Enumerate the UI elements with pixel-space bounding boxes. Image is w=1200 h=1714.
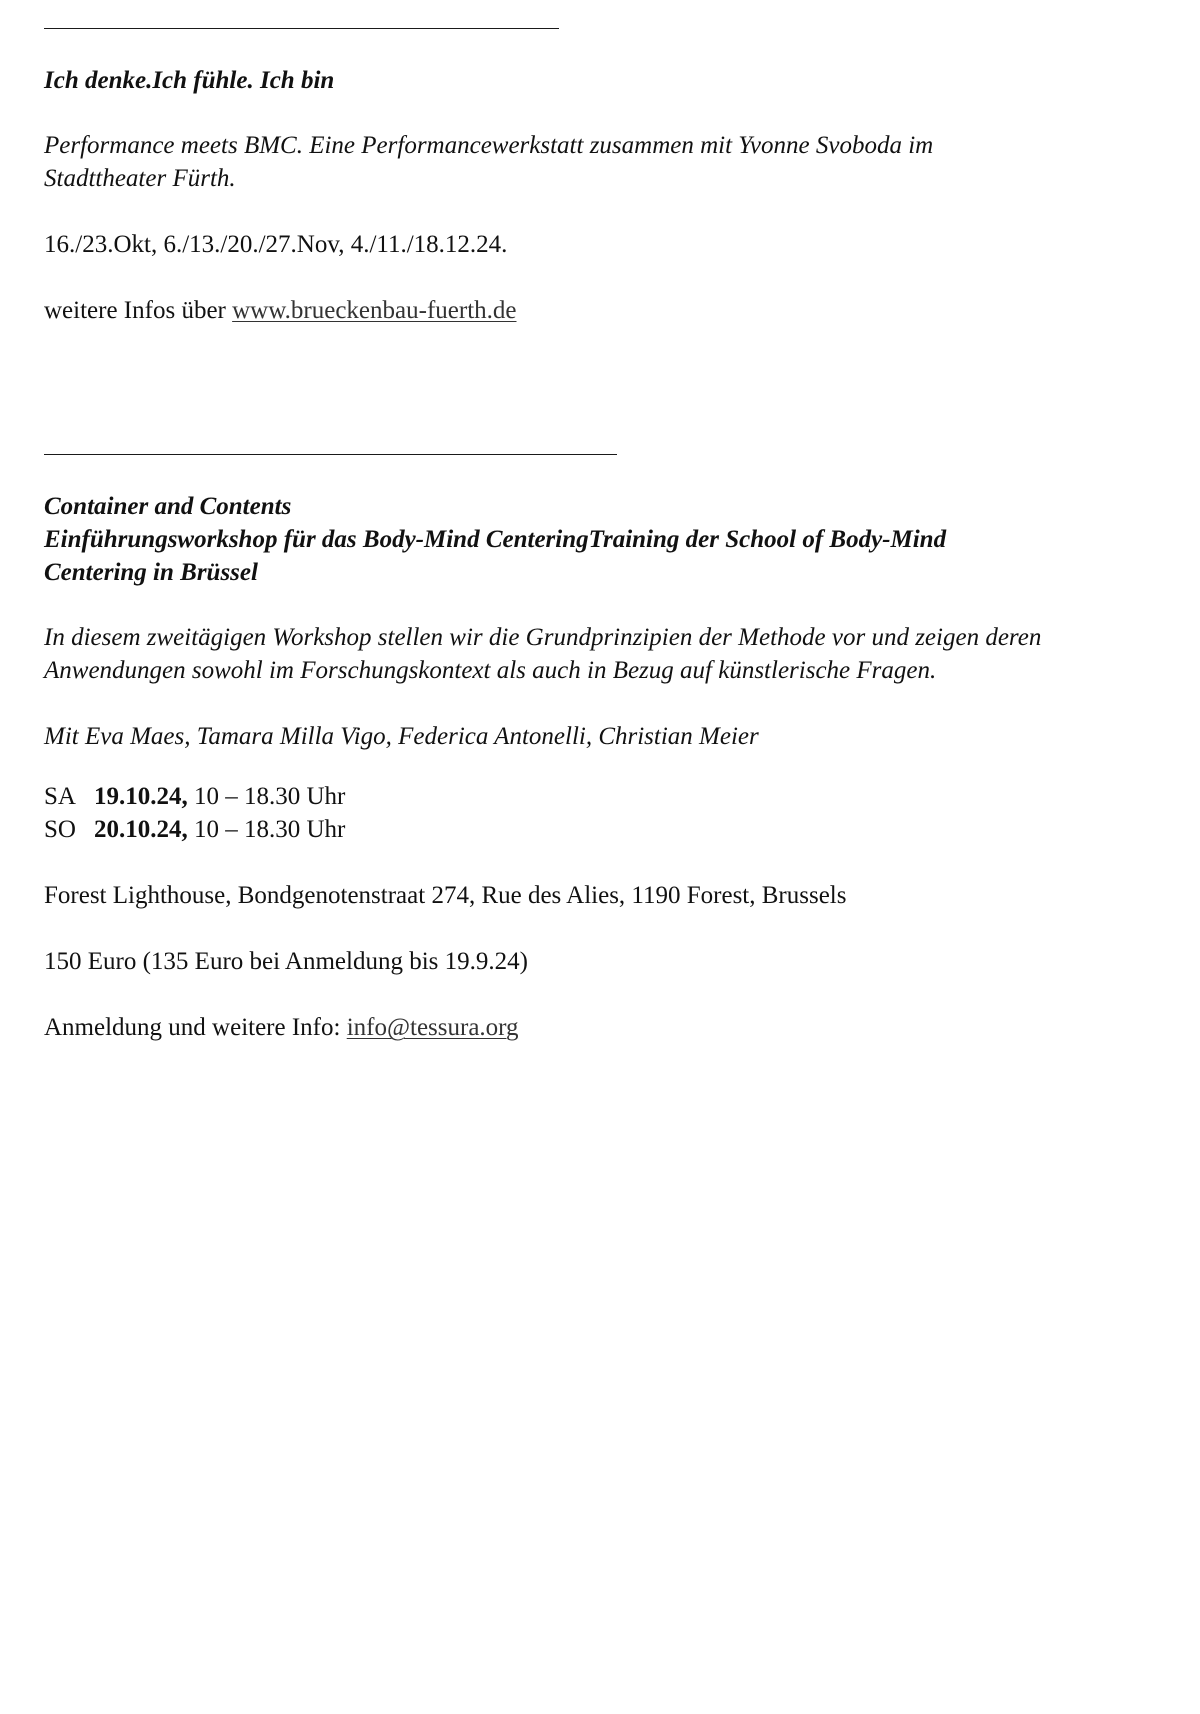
schedule-date: 20.10.24, [94, 816, 188, 843]
section2-registration-line [44, 1011, 519, 1044]
section1-info-prefix: weitere Infos über [44, 297, 226, 324]
section2-description-line1: In diesem zweitägigen Workshop stellen wir die Grundprinzipien der Methode vor und zeigen deren [44, 624, 1042, 651]
schedule-time: 10 – 18.30 Uhr [194, 816, 346, 843]
section-divider [44, 28, 559, 29]
section2-title-line2: Einführungsworkshop für das Body-Mind CenteringTraining der School of Body-Mind [44, 526, 947, 553]
section2-description-line2: Anwendungen sowohl im Forschungskontext als auch in Bezug auf künstlerische Fragen. [44, 657, 937, 684]
registration-prefix: Anmeldung und weitere Info: [44, 1014, 341, 1041]
schedule-time: 10 – 18.30 Uhr [194, 783, 346, 810]
section-divider [44, 454, 617, 455]
section1-description-line1: Performance meets BMC. Eine Performancewerkstatt zusammen mit Yvonne Svoboda im [44, 132, 934, 159]
schedule-row [44, 813, 345, 846]
section1-dates: 16./23.Okt, 6./13./20./27.Nov, 4./11./18.12.24. [44, 231, 508, 258]
section2-location: Forest Lighthouse, Bondgenotenstraat 274, Rue des Alies, 1190 Forest, Brussels [44, 882, 847, 909]
schedule-row [44, 780, 345, 813]
section2-title-line3: Centering in Brüssel [44, 559, 258, 586]
schedule-date: 19.10.24, [94, 783, 188, 810]
schedule-day: SA [44, 783, 76, 810]
section1-title: Ich denke.Ich fühle. Ich bin [44, 67, 335, 94]
section2-teachers: Mit Eva Maes, Tamara Milla Vigo, Federica Antonelli, Christian Meier [44, 723, 759, 750]
section2-price: 150 Euro (135 Euro bei Anmeldung bis 19.9.24) [44, 948, 528, 975]
section1-description-line2: Stadttheater Fürth. [44, 165, 236, 192]
section1-info-line [44, 294, 517, 327]
section2-title-line1: Container and Contents [44, 493, 292, 520]
brueckenbau-link[interactable]: www.brueckenbau-fuerth.de [232, 297, 517, 324]
schedule-day: SO [44, 816, 76, 843]
registration-email-link[interactable]: info@tessura.org [346, 1014, 519, 1041]
